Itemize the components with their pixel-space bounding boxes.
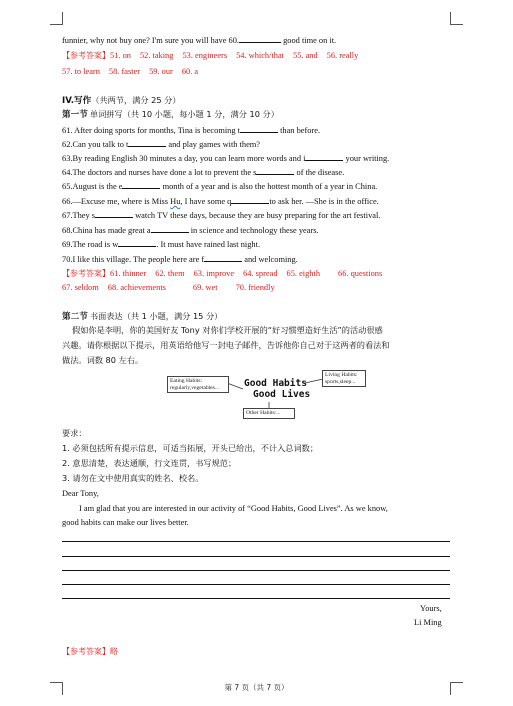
eating-habits-detail: regularly,vegetables... — [170, 384, 220, 391]
blank-63 — [305, 152, 343, 161]
part1-heading — [62, 109, 279, 121]
answer-item: 57. to learn — [62, 67, 100, 76]
question-text: and welcoming. — [244, 255, 298, 264]
closing: Yours, — [420, 604, 442, 613]
question-text: 61. After doing sports for months, Tina is becoming t — [62, 126, 240, 135]
question-text: in science and technology these years. — [190, 226, 319, 235]
part-desc: 单词拼写（共 10 小题，每小题 1 分，满分 10 分） — [89, 109, 279, 119]
blank-64 — [256, 166, 294, 175]
answer-text: 略 — [110, 646, 119, 656]
living-habits-box — [322, 370, 366, 387]
answer-item: 62. them — [155, 269, 185, 278]
answer-item: 61. thinner — [110, 269, 147, 278]
question-text: . It must have rained last night. — [156, 240, 261, 249]
question-text: 67.They s — [62, 211, 96, 220]
question-text: 65.August is the e — [62, 182, 123, 191]
answer-item: 64. spread — [243, 269, 278, 278]
answer-row-57-60 — [62, 66, 198, 77]
answer-row-51-56 — [62, 50, 358, 61]
blank-68 — [151, 224, 189, 233]
answer-item: 70. friendly — [235, 283, 275, 292]
blank-61 — [240, 124, 278, 133]
answer-item: 52. taking — [139, 51, 174, 60]
crop-mark-top-left — [50, 12, 63, 25]
question-64 — [62, 166, 344, 178]
living-habits-title: Living Habits: — [325, 372, 358, 378]
section-note: （共两节，满分 25 分） — [91, 95, 181, 105]
answer-item: 66. questions — [338, 269, 383, 278]
answer-item: 56. really — [326, 51, 359, 60]
answer-item: 58. faster — [108, 67, 141, 76]
letter-body-line-1: I am glad that you are interested in our activity of “Good Habits, Good Lives”. As we know, — [79, 504, 388, 513]
blank-70 — [204, 253, 242, 262]
answer-item: 54. which/that — [236, 51, 285, 60]
passage-text: good time on it. — [283, 36, 337, 45]
answer-label: 【参考答案】 — [62, 647, 110, 656]
connector-right — [305, 379, 323, 383]
passage-last-line — [62, 34, 336, 46]
question-text: 64.The doctors and nurses have done a lot to prevent the s — [62, 168, 257, 177]
question-text: 69.The road is w — [62, 240, 119, 249]
question-text: , I have some q — [180, 197, 232, 206]
answer-item: 59. our — [149, 67, 173, 76]
answer-item: 51. on — [110, 51, 131, 60]
question-68 — [62, 224, 319, 236]
salutation: Dear Tony, — [62, 489, 99, 498]
answer-item: 53. engineers — [182, 51, 228, 60]
question-70 — [62, 253, 298, 265]
question-text: and play games with them? — [168, 140, 261, 149]
part-desc: 书面表达（共 1 小题，满分 15 分） — [89, 311, 223, 321]
question-text: your writing. — [345, 154, 390, 163]
question-text: to ask her. —She is in the office. — [269, 197, 379, 206]
blank-66 — [231, 195, 269, 204]
prompt-line-2: 兴趣。请你根据以下提示，用英语给他写一封电子邮件，告诉他你自己对于这两者的看法和 — [62, 340, 390, 350]
prompt-line-1: 假如你是李明，你的美国好友 Tony 对你们学校开展的“好习惯塑造好生活”的活动很感 — [72, 325, 383, 335]
question-66 — [62, 195, 379, 207]
eating-habits-box — [167, 376, 229, 393]
requirements-title: 要求： — [62, 428, 87, 438]
prompt-line-3: 做法。词数 80 左右。 — [62, 355, 144, 365]
answer-label: 【参考答案】 — [62, 51, 110, 60]
question-65 — [62, 180, 377, 192]
spell-check-name: Hu — [170, 197, 181, 206]
blank-60 — [239, 34, 281, 43]
question-text: 70.I like this village. The people here are f — [62, 255, 205, 264]
writing-line-4 — [62, 584, 450, 585]
question-text: 63.By reading English 30 minutes a day, you can learn more words and i — [62, 154, 306, 163]
center-good-habits: Good Habits — [244, 378, 307, 389]
blank-62 — [128, 138, 166, 147]
question-63 — [62, 152, 389, 164]
question-text: watch TV these days, because they are busy preparing for the art festival. — [135, 211, 381, 220]
answer-item: 65. eighth — [286, 269, 321, 278]
answer-row-61-66 — [62, 268, 382, 279]
answer-item: 69. wet — [192, 283, 218, 292]
center-good-lives: Good Lives — [253, 389, 311, 400]
crop-mark-top-right — [450, 12, 463, 25]
question-text: 66.—Excuse me, where is Miss — [62, 197, 171, 206]
answer-label: 【参考答案】 — [62, 269, 110, 278]
answer-row-67-70 — [62, 282, 275, 293]
section-heading — [62, 95, 181, 107]
other-habits-box: Other Habits:... — [243, 408, 295, 419]
part2-answer — [62, 646, 118, 657]
eating-habits-title: Eating Habits: — [170, 378, 203, 384]
section-title: IV.写作 — [62, 96, 92, 106]
living-habits-detail: sports,sleep... — [325, 378, 356, 385]
part2-heading — [62, 311, 222, 323]
letter-body-line-2: good habits can make our lives better. — [62, 518, 189, 527]
answer-item: 68. achievements — [107, 283, 166, 292]
answer-item: 60. a — [181, 67, 199, 76]
requirement-3: 3. 请勿在文中使用真实的姓名、校名。 — [62, 473, 204, 483]
answer-item: 55. and — [293, 51, 318, 60]
question-61 — [62, 124, 320, 136]
signature: Li Ming — [414, 618, 442, 627]
question-67 — [62, 209, 380, 221]
writing-line-2 — [62, 556, 450, 557]
part-title: 第一节 — [62, 110, 88, 120]
question-text: than before. — [280, 126, 321, 135]
passage-text: funnier, why not buy one? I'm sure you will have 60. — [62, 36, 240, 45]
writing-line-5 — [62, 598, 450, 599]
blank-69 — [118, 238, 156, 247]
question-62 — [62, 138, 260, 150]
connector-left — [227, 383, 243, 389]
answer-item: 67. seldom — [62, 283, 99, 292]
question-text: 68.China has made great a — [62, 226, 151, 235]
blank-67 — [95, 209, 133, 218]
requirement-2: 2. 意思清楚，表达通顺，行文连贯，书写规范； — [62, 458, 237, 468]
blank-65 — [122, 180, 160, 189]
question-69 — [62, 238, 260, 250]
writing-line-3 — [62, 570, 450, 571]
question-text: 62.Can you talk to t — [62, 140, 129, 149]
part-title: 第二节 — [62, 312, 88, 322]
requirement-1: 1. 必须包括所有提示信息，可适当拓展，开头已给出，不计入总词数； — [62, 443, 319, 453]
answer-item: 63. improve — [193, 269, 235, 278]
writing-line-1 — [62, 541, 450, 542]
question-text: month of a year and is also the hottest month of a year in China. — [162, 182, 378, 191]
question-text: of the disease. — [296, 168, 345, 177]
page-footer: 第 7 页（共 7 页） — [224, 683, 289, 692]
mind-map-diagram — [165, 369, 365, 421]
